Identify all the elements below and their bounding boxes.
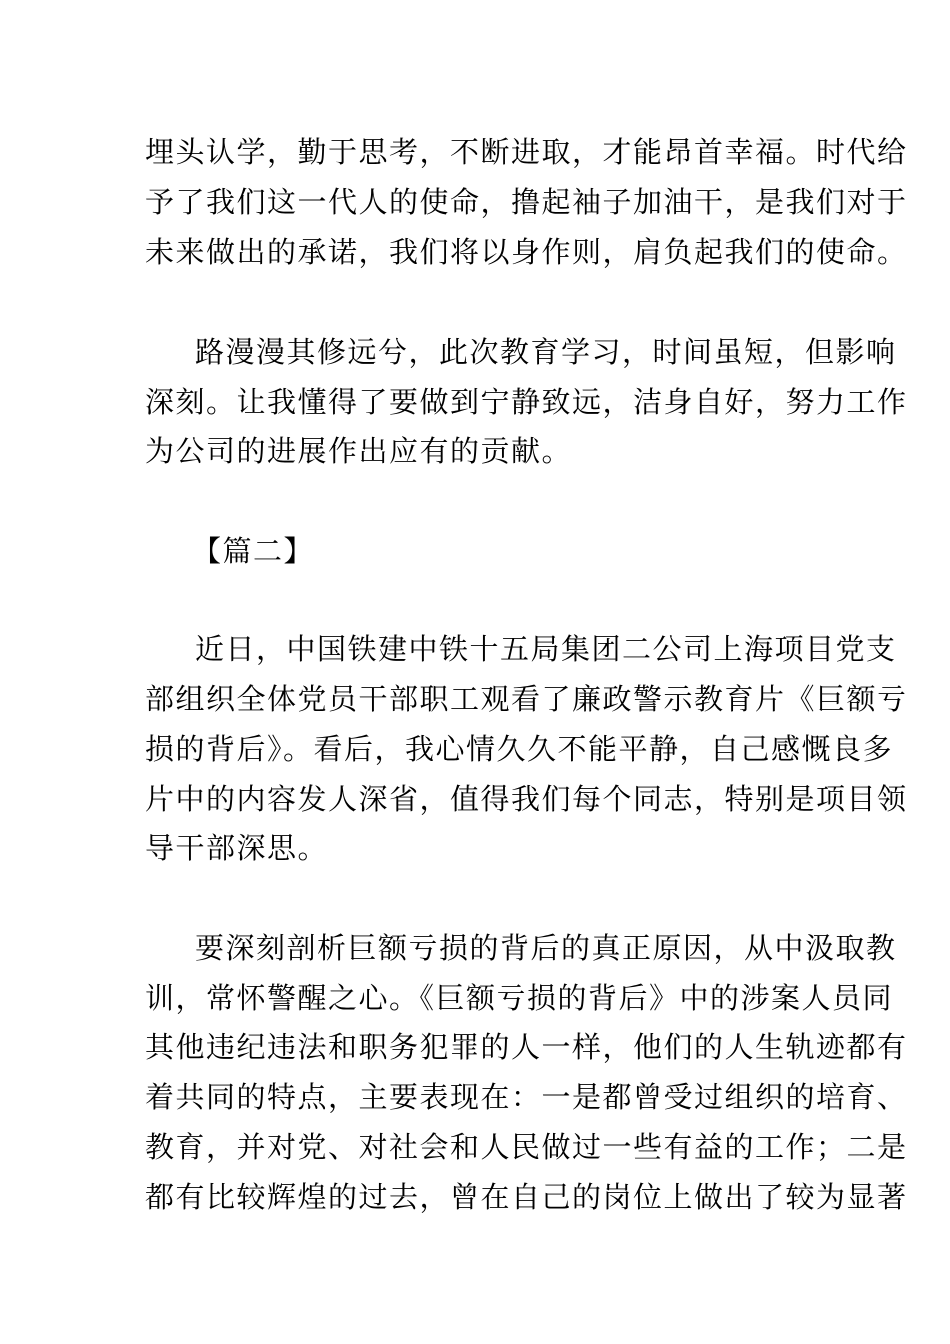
- text-line: 导干部深思。: [145, 831, 329, 865]
- text-line: 深刻。让我懂得了要做到宁静致远，洁身自好，努力工作: [145, 385, 908, 419]
- text-line: 为公司的进展作出应有的贡献。: [145, 434, 573, 468]
- text-line: 教育，并对党、对社会和人民做过一些有益的工作；二是: [145, 1130, 908, 1164]
- text-line: 都有比较辉煌的过去，曾在自己的岗位上做出了较为显著: [145, 1180, 908, 1214]
- text-line: 路漫漫其修远兮，此次教育学习，时间虽短，但影响: [195, 335, 897, 369]
- text-line: 近日，中国铁建中铁十五局集团二公司上海项目党支: [195, 632, 897, 666]
- text-line: 损的背后》。看后，我心情久久不能平静，自己感慨良多: [145, 732, 894, 766]
- text-line: 片中的内容发人深省，值得我们每个同志，特别是项目领: [145, 782, 908, 816]
- text-line: 埋头认学，勤于思考，不断进取，才能昂首幸福。时代给: [145, 135, 908, 169]
- text-line: 要深刻剖析巨额亏损的背后的真正原因，从中汲取教: [195, 931, 897, 965]
- text-line: 予了我们这一代人的使命，撸起袖子加油干，是我们对于: [145, 185, 908, 219]
- text-line: 未来做出的承诺，我们将以身作则，肩负起我们的使命。: [145, 235, 908, 269]
- section-heading: 【篇二】: [192, 534, 315, 568]
- text-line: 部组织全体党员干部职工观看了廉政警示教育片《巨额亏: [145, 682, 908, 716]
- text-line: 着共同的特点，主要表现在：一是都曾受过组织的培育、: [145, 1080, 908, 1114]
- text-line: 其他违纪违法和职务犯罪的人一样，他们的人生轨迹都有: [145, 1030, 908, 1064]
- text-line: 训，常怀警醒之心。《巨额亏损的背后》中的涉案人员同: [145, 981, 894, 1015]
